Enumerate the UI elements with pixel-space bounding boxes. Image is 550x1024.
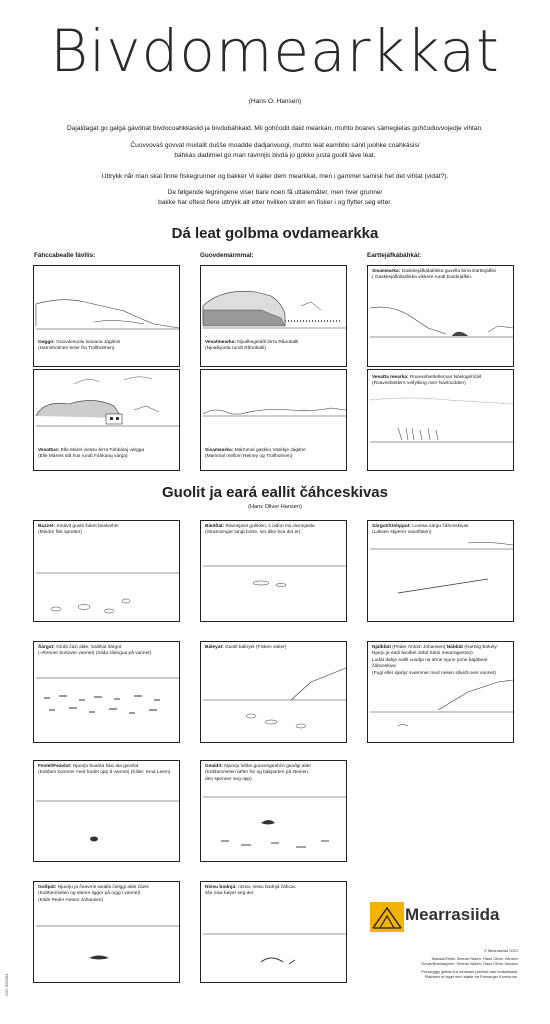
logo-wordmark: Mearrasiida <box>405 905 500 924</box>
column-heading-1: Fáhccabealle fávllis: <box>34 252 96 259</box>
illustration-seal-back <box>34 882 181 984</box>
illustration-salmon-wake <box>368 521 515 623</box>
credits: © Mearrasiida 2021 Teaksta/Tekst: Steinar Nilsen, Hans Oliver Hansen Govat/Illustrasjoner: Steinar Nilsen, Hans Oliver Hansen Porsáŋggu gielda lea ruhtadan plávkka dán muitalusaid. Plakaten er laget med støtte fra Porsanger Kommune. <box>421 948 518 980</box>
panel-sisamearka-2: Sisamearka: Mármmal gaskku Vaskkje Jágitne (Mammal mellom Reiney og Trollholmen) <box>200 369 347 471</box>
panel-vesatmearka: Vesatmearka: Njoalkegiedði birra Rånoballi (Njoalkjorda rundt Rånoballi) <box>200 265 347 367</box>
panel-sisamearka-1: Sisamearka: Gaskkejáfkábáhkka guvella birra Earttejáfkki ( Gaskkejáfkábáhkka vikkere rundt Eardejáfkki. <box>367 265 514 367</box>
side-code: ISO: 860464 <box>4 973 9 996</box>
illustration-rocks <box>368 370 515 472</box>
section2-author: (Hans Oliver Hansen) <box>248 504 302 510</box>
column-heading-3: Earttejáfkábáhkái: <box>367 252 422 259</box>
mearrasiida-logo <box>370 902 404 937</box>
illustration-porpoise <box>201 882 348 984</box>
intro-nor-3: bakke har oftest flere uttrykk alt etter hvilken strøm en fisker i og flytter seg etter. <box>158 199 392 206</box>
illustration-seabird <box>368 642 515 744</box>
panel-buzzet: Buzzet: Smávit guolit šuket bealvehin (Mindre fisk spretter) <box>33 520 180 622</box>
panel-nissu: Nissu bodnjá: nGea, nissu bodnjá čáhcac sše nisa bøyer seg der. <box>200 881 347 983</box>
panel-njalbbat: Njálbbát (Peder Antom Johansen) Nábbát (Hartvig Birkely: Njurjo ja dadi twoibet dobil Sámi mearrageston) Lodát dahje eallit vuodja na ahne njune jurne bajábeal čáhceskiva (Fugl eller sjødyr svømmer med nesen såvidt over vannet) <box>367 641 514 743</box>
panel-oaggo: Oaggo: Guovdesuolu luovana Jágitnis (Hamnholmen leser fra Trollholmen) <box>33 265 180 367</box>
illustration-currents <box>201 521 348 623</box>
intro-sami-2: Čuovvovaš govvat muitalit dušše moadde dadjanvuogi, muhto leat eambbo sánit juohke coahkásis/ <box>130 142 420 149</box>
logo-mark-icon <box>370 902 404 932</box>
intro-nor-1: Uttrykk når man skal finne fiskegrunner og bakker Vi kaller dem mearkkat, men i gammel samisk het det vihtat (vidát?). <box>101 173 449 180</box>
panel-godpat: Goðpát: Njuorju ja čeavrris weallá čielggi alde čázis (Kobben/selen og steren ligger på rygg i vannet) (Kilde Peder Antom Johansen) <box>33 881 180 983</box>
panel-vesatta-mearka: Vesatta mearka: Roavvebiettefieman Návlogehčáš (Roavvebiettis's veifylking over Navlocdden) <box>367 369 514 471</box>
panel-sargut-2: Šárgut: Gírdit čázi alde. Sallihat šárgot (=Renner bortover vannet) (Silda sildogua på vannet) <box>33 641 180 743</box>
page-title: Bivdomearkkat <box>50 17 500 85</box>
intro-sami-1: Dajaldagat go galgá gávdnat bivdocoahkkasiid ja bivdobáhkaid. Mii gohčodit daid mearkan, muhto boares sámegielas gohčoduvvojedje vihtan. <box>66 125 484 132</box>
illustration-hills <box>368 266 515 368</box>
panel-vesattus: Vesattus: Elle Máret viessu birra Fáhkáraj várgga (Elle Márets stå hus rundt Fáhkaraj várga) <box>33 369 180 471</box>
section1-heading: Dá leat golbma ovdamearkka <box>171 225 379 242</box>
section2-heading: Guolit ja eará eallit čáhceskivas <box>162 484 388 501</box>
illustration-seal-rock <box>201 761 348 863</box>
illustration-small-fish <box>34 521 181 623</box>
illustration-seal-head <box>34 761 181 863</box>
intro-sami-3: báhkás dadimiel go man ravnnjis bivdá jo gokko justa guolli láve leat. <box>174 152 376 159</box>
panel-baleyat: Báleyat: Guolit bákryet (Fisken vaker) <box>200 641 347 743</box>
panel-sargut: Sárgut/Stohppat: Luossa sárgu čáhceskivas (Laksen skjærer vannflaten) <box>367 520 514 622</box>
column-heading-2: Guovdemármmal: <box>200 252 254 259</box>
panel-gealdit: Gealdit: Njuorju lohke guovvegeahče geaðgi alde (Kobben/selen løfter for og bakparten på steinen, den spenner seg opp) <box>200 760 347 862</box>
panel-biedat: Biedðat: Rávnnjasit guhkkin, ii oidno mii rávnnjasta (Strømninger langt borte, ser ikke hva det er) <box>200 520 347 622</box>
author-line: (Hans O. Hansen) <box>248 98 302 105</box>
illustration-herring <box>34 642 181 744</box>
illustration-fish-rings <box>201 642 348 744</box>
intro-nor-2: De følgende tegningene viser bare noen få uttalemåter, men hver grunne/ <box>167 189 383 196</box>
panel-fevlet: Fevlet/Feavlut: Njuorju boahtá šási ala guvvlat (Kobben kommer med hodet opp å vannet) (Kilde: Knut Leem) <box>33 760 180 862</box>
